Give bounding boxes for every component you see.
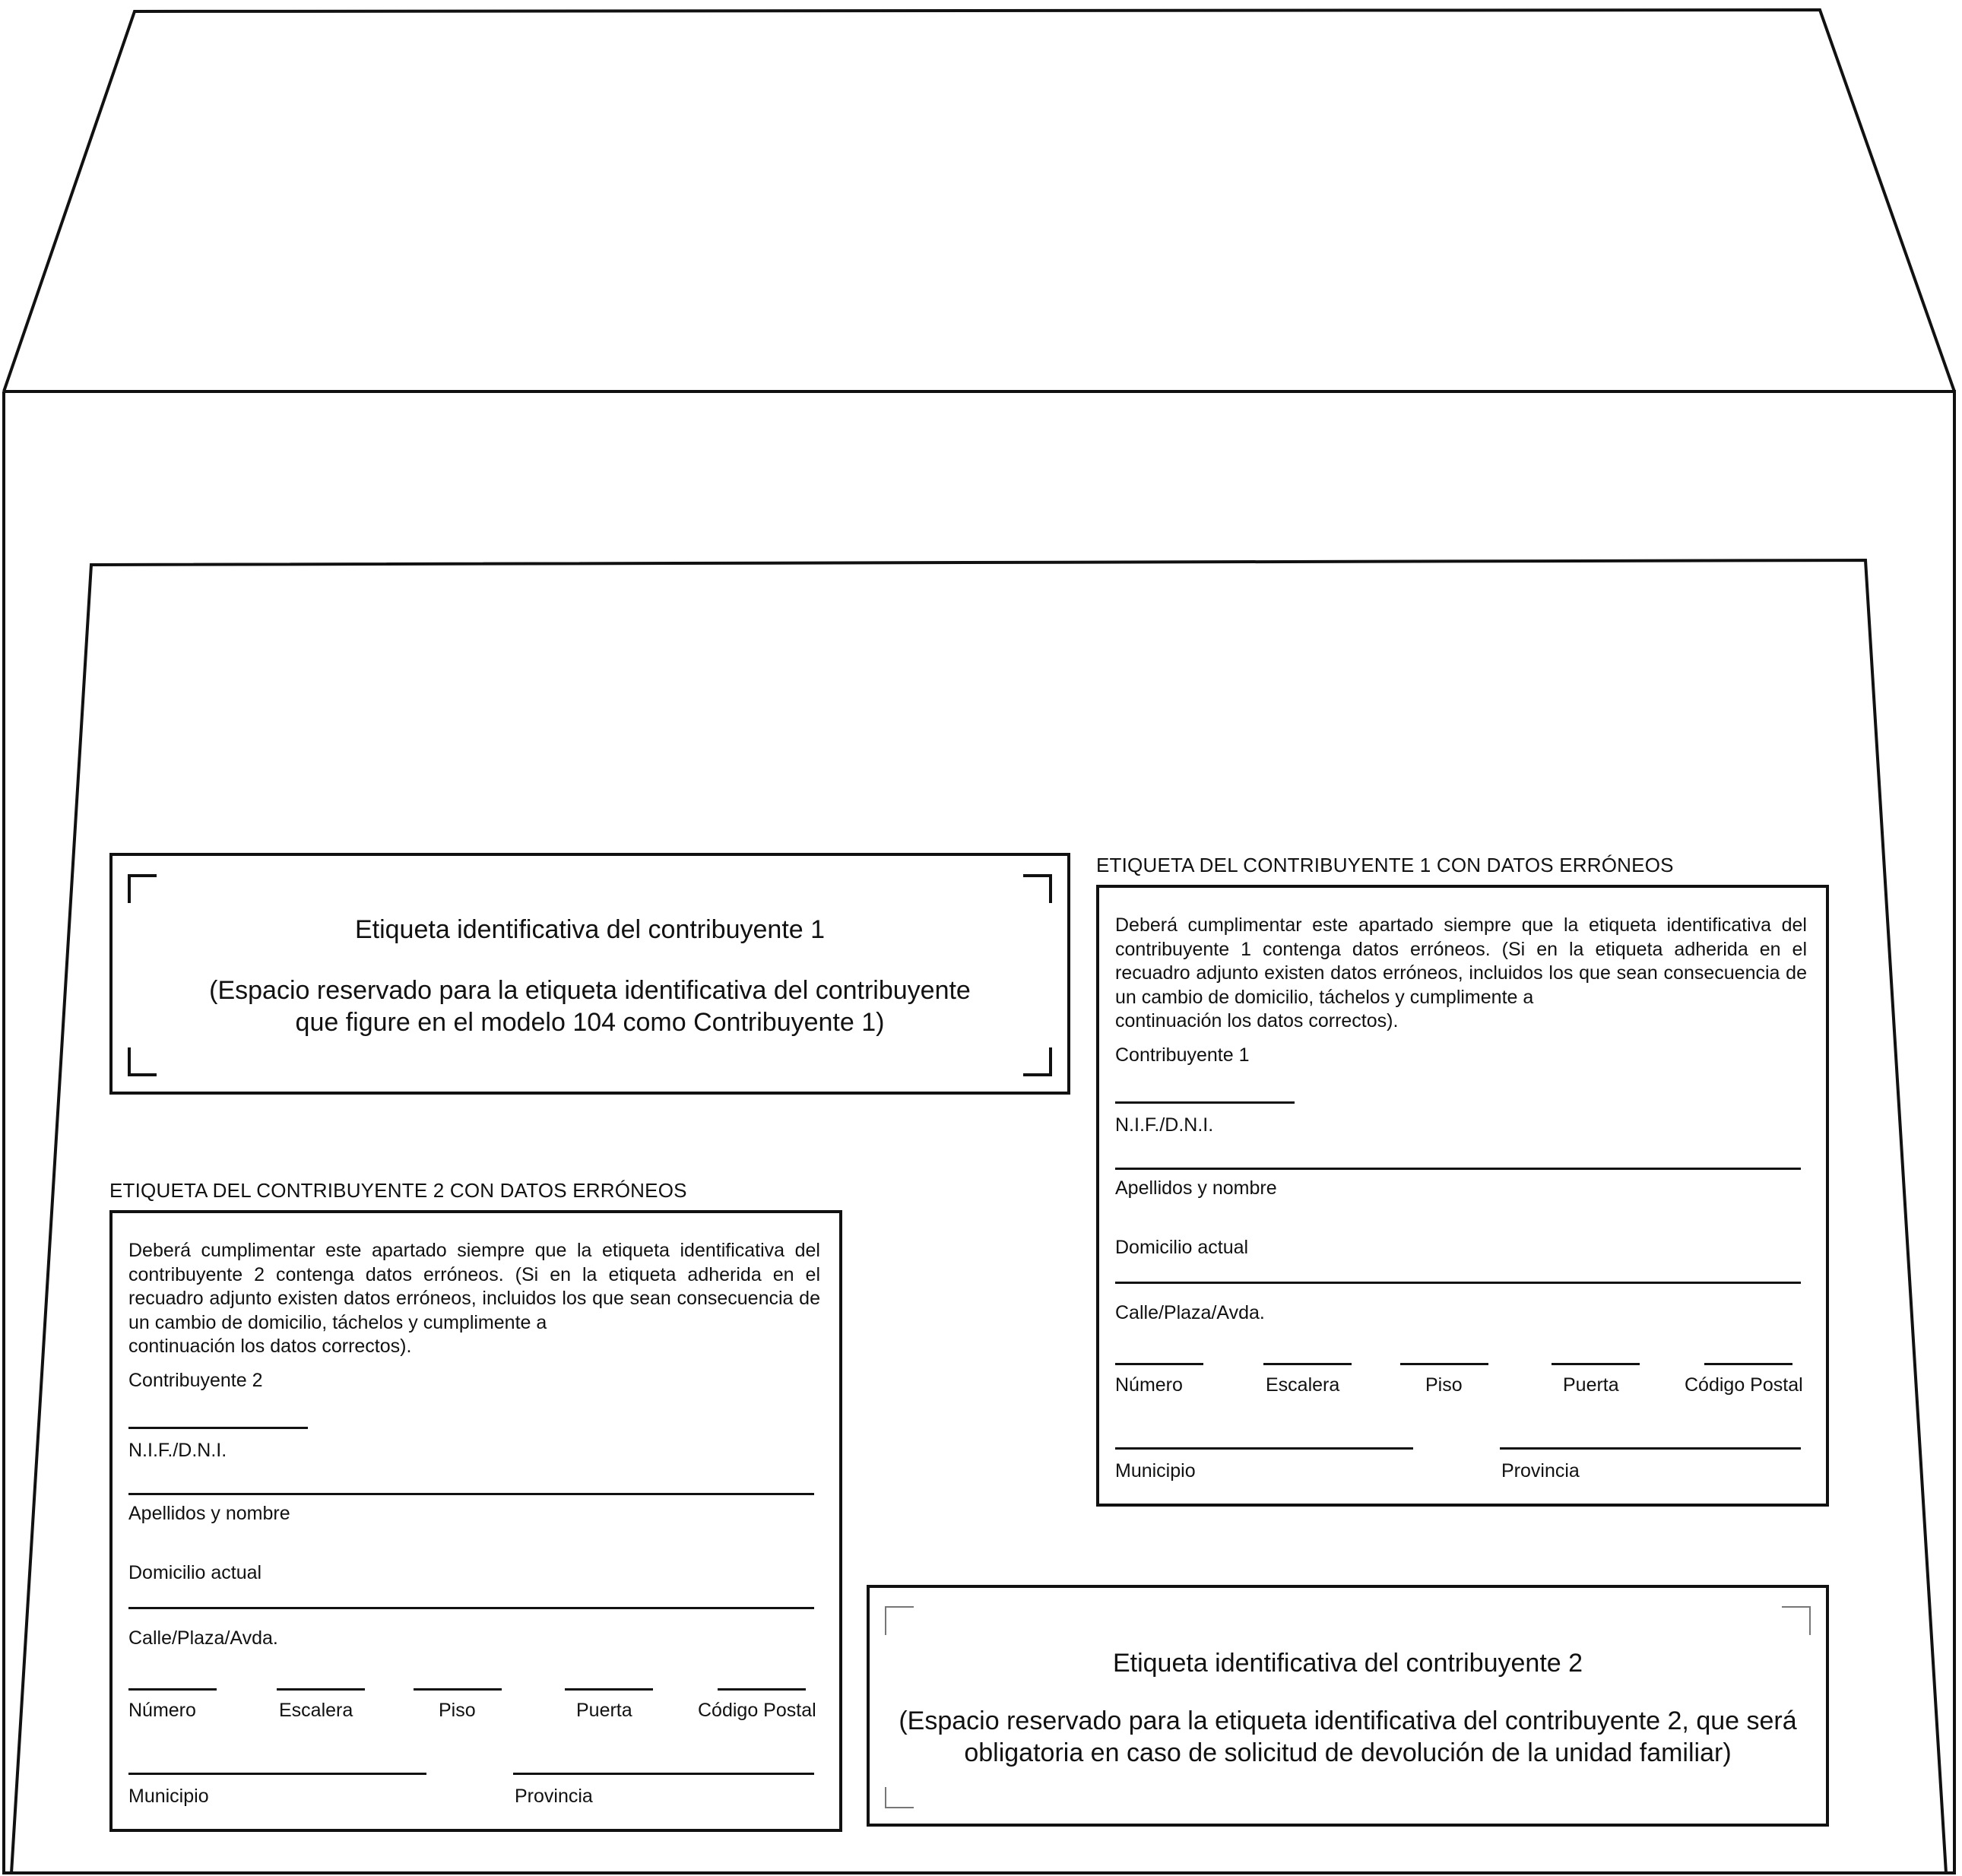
form-2-street-line[interactable] (128, 1607, 814, 1609)
form-1-heading: ETIQUETA DEL CONTRIBUYENTE 1 CON DATOS ERRÓNEOS (1096, 854, 1674, 876)
form-2-instructions-last: continuación los datos correctos). (128, 1336, 412, 1357)
corner-mark-top-left (128, 874, 157, 903)
form-1-door-line[interactable] (1552, 1363, 1640, 1365)
label-2-note-line-2: obligatoria en caso de solicitud de devolución de la unidad familiar) (964, 1738, 1732, 1767)
form-2-staircase-line[interactable] (277, 1688, 365, 1691)
form-1-postal-code-line[interactable] (1704, 1363, 1792, 1365)
form-2-door-line[interactable] (565, 1688, 653, 1691)
form-1-nif-label: N.I.F./D.N.I. (1115, 1114, 1214, 1136)
form-2-nif-line[interactable] (128, 1427, 308, 1429)
form-1-box (1096, 885, 1829, 1507)
form-2-floor-line[interactable] (414, 1688, 502, 1691)
form-2-nif-label: N.I.F./D.N.I. (128, 1440, 227, 1461)
label-1-note-line-1: (Espacio reservado para la etiqueta identificativa del contribuyente (209, 976, 971, 1005)
form-1-staircase-label: Escalera (1266, 1374, 1340, 1396)
form-2-box (109, 1210, 842, 1832)
label-box-contribuyente-1 (109, 853, 1070, 1095)
form-1-surname-name-line[interactable] (1115, 1168, 1801, 1170)
form-2-province-label: Provincia (515, 1786, 593, 1807)
form-1-surname-name-label: Apellidos y nombre (1115, 1177, 1277, 1199)
form-1-province-line[interactable] (1500, 1447, 1801, 1450)
envelope-flap (4, 10, 1954, 391)
form-2-instructions-text: Deberá cumplimentar este apartado siempre que la etiqueta identificativa del contribuyente 2 contenga datos erróneos. (Si en la etiqueta adherida en el recuadro adjunto existen datos erróneos, incluidos los que sean consecuencia de un cambio de domicilio, táchelos y cumplimente a (128, 1240, 820, 1333)
form-1-floor-label: Piso (1425, 1374, 1463, 1396)
form-2-municipality-line[interactable] (128, 1773, 426, 1775)
form-2-surname-name-line[interactable] (128, 1493, 814, 1495)
form-1-floor-line[interactable] (1400, 1363, 1488, 1365)
label-1-note-line-2: que figure en el modelo 104 como Contribuyente 1) (295, 1008, 885, 1037)
form-2-surname-name-label: Apellidos y nombre (128, 1503, 290, 1524)
form-2-postal-code-line[interactable] (718, 1688, 806, 1691)
form-2-street-label: Calle/Plaza/Avda. (128, 1627, 278, 1649)
form-2-province-line[interactable] (513, 1773, 814, 1775)
form-2-door-label: Puerta (576, 1700, 632, 1721)
form-2-postal-code-label: Código Postal (698, 1700, 816, 1721)
form-1-number-label: Número (1115, 1374, 1183, 1396)
corner-mark-top-right (1782, 1606, 1811, 1635)
form-1-street-line[interactable] (1115, 1282, 1801, 1284)
form-1-current-address-label: Domicilio actual (1115, 1237, 1249, 1258)
corner-mark-bottom-left (128, 1047, 157, 1076)
form-2-number-label: Número (128, 1700, 196, 1721)
form-2-taxpayer: Contribuyente 2 (128, 1370, 263, 1391)
form-1-instructions-last: continuación los datos correctos). (1115, 1010, 1399, 1031)
form-1-postal-code-label: Código Postal (1685, 1374, 1803, 1396)
form-2-heading: ETIQUETA DEL CONTRIBUYENTE 2 CON DATOS ERRÓNEOS (109, 1179, 687, 1202)
corner-mark-top-left (885, 1606, 914, 1635)
label-2-title: Etiqueta identificativa del contribuyente 2 (1112, 1649, 1583, 1678)
form-1-instructions-text: Deberá cumplimentar este apartado siempre que la etiqueta identificativa del contribuyente 1 contenga datos erróneos. (Si en la etiqueta adherida en el recuadro adjunto existen datos erróneos, incluidos los que sean consecuencia de un cambio de domicilio, táchelos y cumplimente a (1115, 914, 1807, 1008)
form-1-province-label: Provincia (1501, 1460, 1580, 1481)
form-1-municipality-label: Municipio (1115, 1460, 1196, 1481)
corner-mark-bottom-left (885, 1779, 914, 1808)
form-1-nif-line[interactable] (1115, 1101, 1295, 1104)
form-1-instructions (1115, 914, 1807, 1034)
form-2-municipality-label: Municipio (128, 1786, 209, 1807)
form-2-instructions (128, 1239, 820, 1359)
corner-mark-top-right (1023, 874, 1052, 903)
corner-mark-bottom-right (1023, 1047, 1052, 1076)
form-1-staircase-line[interactable] (1263, 1363, 1352, 1365)
label-box-contribuyente-2 (867, 1585, 1829, 1827)
label-2-note-line-1: (Espacio reservado para la etiqueta identificativa del contribuyente 2, que será (899, 1706, 1797, 1735)
form-1-taxpayer: Contribuyente 1 (1115, 1044, 1250, 1066)
form-2-floor-label: Piso (439, 1700, 476, 1721)
form-1-door-label: Puerta (1563, 1374, 1619, 1396)
form-1-municipality-line[interactable] (1115, 1447, 1413, 1450)
form-1-number-line[interactable] (1115, 1363, 1203, 1365)
form-1-street-label: Calle/Plaza/Avda. (1115, 1302, 1265, 1323)
form-2-staircase-label: Escalera (279, 1700, 353, 1721)
label-1-title: Etiqueta identificativa del contribuyente 1 (354, 915, 826, 944)
form-2-number-line[interactable] (128, 1688, 217, 1691)
form-2-current-address-label: Domicilio actual (128, 1562, 262, 1583)
